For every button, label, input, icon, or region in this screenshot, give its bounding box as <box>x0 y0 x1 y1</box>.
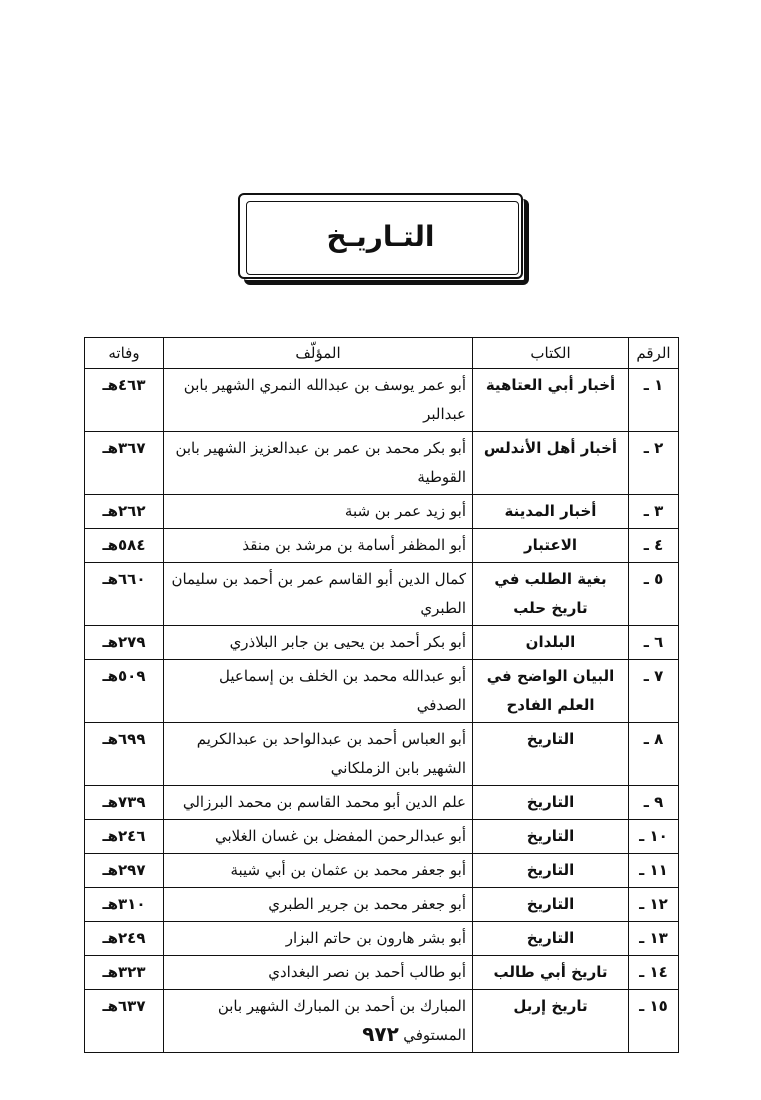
row-book: أخبار المدينة <box>473 495 629 529</box>
row-number: ١١ ـ <box>629 854 679 888</box>
row-number: ٨ ـ <box>629 723 679 786</box>
page-number: ٩٧٢ <box>362 1022 399 1046</box>
row-book: تاريخ أبي طالب <box>473 956 629 990</box>
row-number: ٥ ـ <box>629 563 679 626</box>
row-author: أبو عبدالله محمد بن الخلف بن إسماعيل الصدفي <box>164 660 473 723</box>
table-row <box>85 660 679 723</box>
table-row <box>85 922 679 956</box>
row-number: ١٢ ـ <box>629 888 679 922</box>
row-death: ٢٦٢هـ <box>85 495 164 529</box>
header-number: الرقم <box>629 338 679 369</box>
row-death: ٣٢٣هـ <box>85 956 164 990</box>
row-author: أبو عبدالرحمن المفضل بن غسان الغلابي <box>164 820 473 854</box>
row-death: ٢٤٦هـ <box>85 820 164 854</box>
row-book: بغية الطلب في تاريخ حلب <box>473 563 629 626</box>
table-row <box>85 529 679 563</box>
row-book: البلدان <box>473 626 629 660</box>
row-author: أبو بشر هارون بن حاتم البزار <box>164 922 473 956</box>
row-death: ٧٣٩هـ <box>85 786 164 820</box>
row-death: ٣٦٧هـ <box>85 432 164 495</box>
table-row <box>85 854 679 888</box>
row-number: ١٣ ـ <box>629 922 679 956</box>
row-author: أبو العباس أحمد بن عبدالواحد بن عبدالكريم الشهير بابن الزملكاني <box>164 723 473 786</box>
row-number: ١ ـ <box>629 369 679 432</box>
row-author: أبو جعفر محمد بن جرير الطبري <box>164 888 473 922</box>
row-death: ٤٦٣هـ <box>85 369 164 432</box>
row-author: أبو جعفر محمد بن عثمان بن أبي شيبة <box>164 854 473 888</box>
row-number: ٩ ـ <box>629 786 679 820</box>
row-book: التاريخ <box>473 854 629 888</box>
row-book: التاريخ <box>473 922 629 956</box>
table-row <box>85 369 679 432</box>
table-row <box>85 956 679 990</box>
row-author: أبو عمر يوسف بن عبدالله النمري الشهير بابن عبدالبر <box>164 369 473 432</box>
table-header-row <box>85 338 679 369</box>
row-author: أبو بكر محمد بن عمر بن عبدالعزيز الشهير بابن القوطية <box>164 432 473 495</box>
row-author: أبو زيد عمر بن شبة <box>164 495 473 529</box>
row-death: ٢٧٩هـ <box>85 626 164 660</box>
row-death: ٥٠٩هـ <box>85 660 164 723</box>
row-author: كمال الدين أبو القاسم عمر بن أحمد بن سليمان الطبري <box>164 563 473 626</box>
row-number: ١٤ ـ <box>629 956 679 990</box>
section-title-box <box>238 193 531 287</box>
row-book: التاريخ <box>473 820 629 854</box>
row-death: ٦٩٩هـ <box>85 723 164 786</box>
row-book: التاريخ <box>473 786 629 820</box>
row-author: علم الدين أبو محمد القاسم بن محمد البرزالي <box>164 786 473 820</box>
row-number: ٣ ـ <box>629 495 679 529</box>
row-author: أبو المظفر أسامة بن مرشد بن منقذ <box>164 529 473 563</box>
row-author: أبو طالب أحمد بن نصر البغدادي <box>164 956 473 990</box>
table-row <box>85 820 679 854</box>
row-author: أبو بكر أحمد بن يحيى بن جابر البلاذري <box>164 626 473 660</box>
header-book: الكتاب <box>473 338 629 369</box>
row-number: ٦ ـ <box>629 626 679 660</box>
row-death: ٦٦٠هـ <box>85 563 164 626</box>
row-book: أخبار أبي العتاهية <box>473 369 629 432</box>
row-book: تاريخ إربل <box>473 990 629 1053</box>
row-book: التاريخ <box>473 723 629 786</box>
row-death: ٢٩٧هـ <box>85 854 164 888</box>
row-book: التاريخ <box>473 888 629 922</box>
row-author: المبارك بن أحمد بن المبارك الشهير بابن المستوفي <box>164 990 473 1053</box>
row-number: ٢ ـ <box>629 432 679 495</box>
row-death: ٣١٠هـ <box>85 888 164 922</box>
header-death: وفاته <box>85 338 164 369</box>
section-title: التـاريـخ <box>326 219 435 253</box>
row-number: ٤ ـ <box>629 529 679 563</box>
table-row <box>85 723 679 786</box>
table-row <box>85 495 679 529</box>
row-number: ٧ ـ <box>629 660 679 723</box>
row-book: البيان الواضح في العلم الفادح <box>473 660 629 723</box>
row-number: ١٥ ـ <box>629 990 679 1053</box>
header-author: المؤلّف <box>164 338 473 369</box>
table-row <box>85 888 679 922</box>
table-row <box>85 626 679 660</box>
row-death: ٢٤٩هـ <box>85 922 164 956</box>
row-number: ١٠ ـ <box>629 820 679 854</box>
table-row <box>85 563 679 626</box>
row-book: الاعتبار <box>473 529 629 563</box>
table-row <box>85 786 679 820</box>
row-death: ٥٨٤هـ <box>85 529 164 563</box>
books-table <box>84 337 679 1053</box>
table-row <box>85 432 679 495</box>
row-death: ٦٣٧هـ <box>85 990 164 1053</box>
row-book: أخبار أهل الأندلس <box>473 432 629 495</box>
